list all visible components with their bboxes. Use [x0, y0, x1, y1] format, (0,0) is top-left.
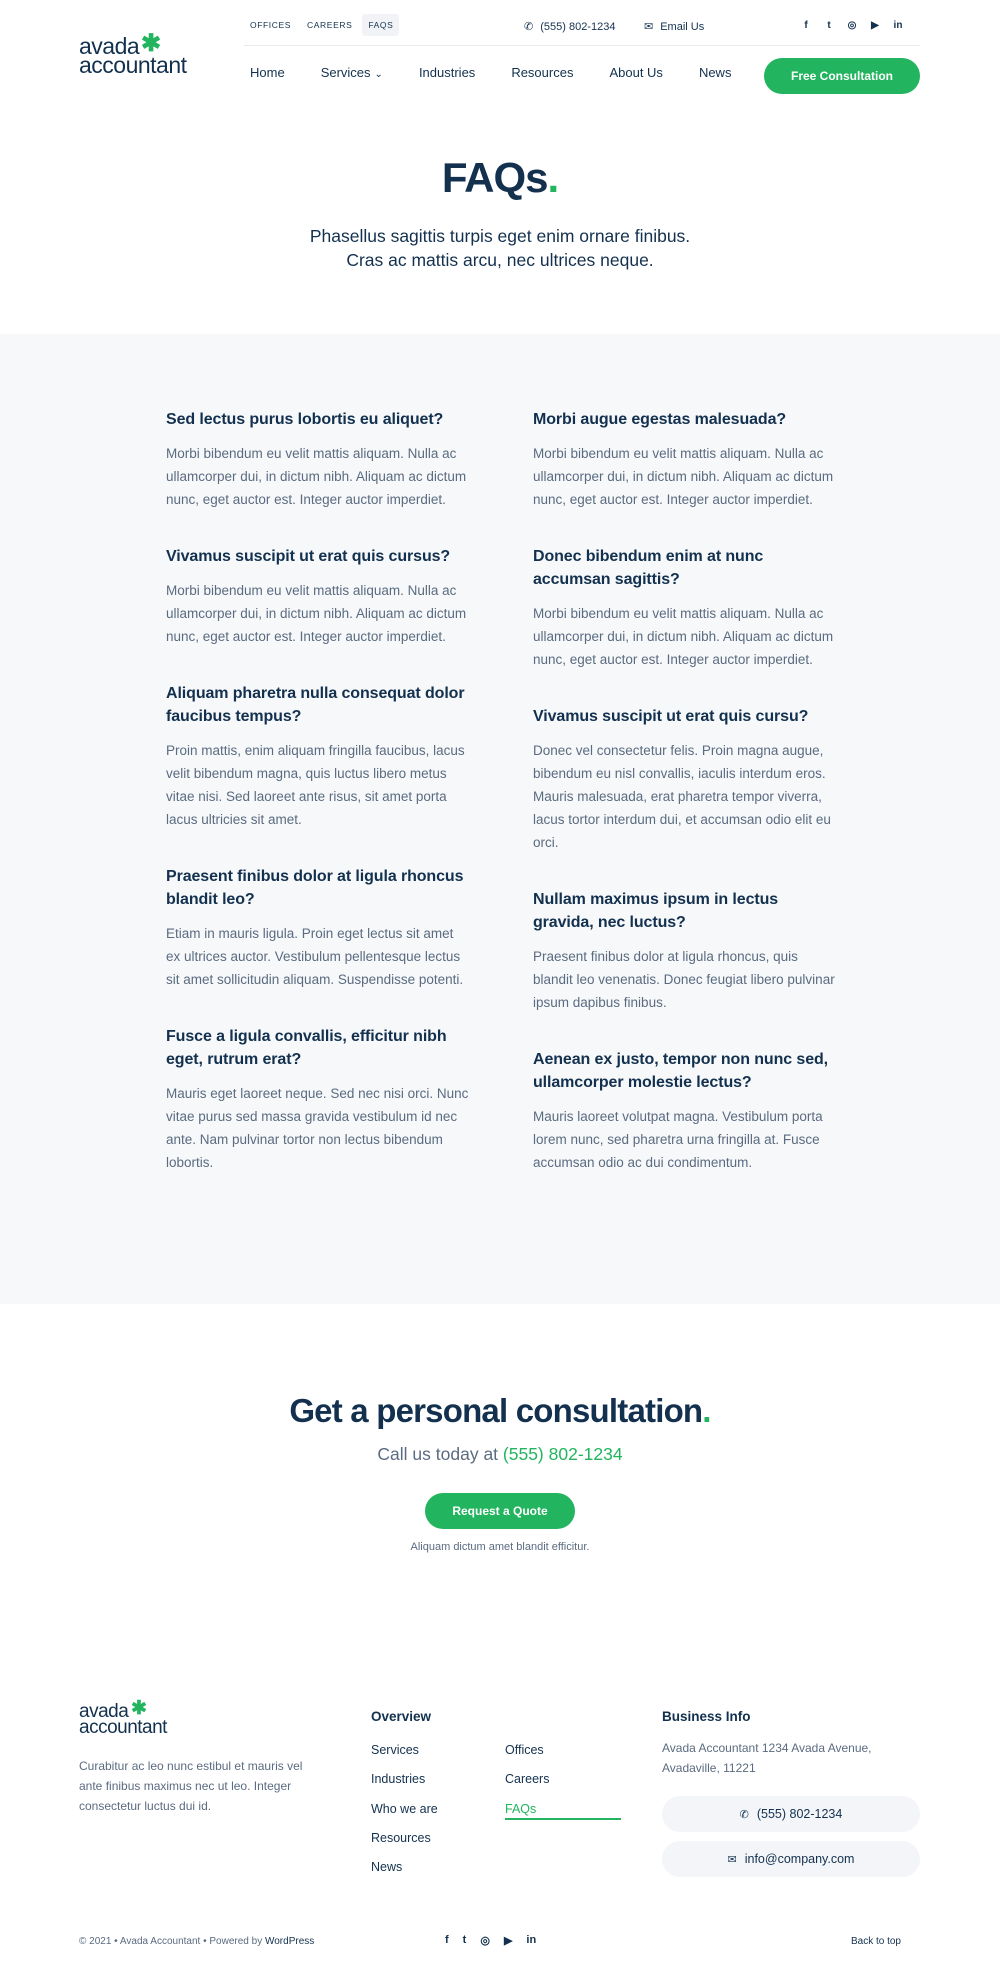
faq-answer: Morbi bibendum eu velit mattis aliquam. Nulla ac ullamcorper dui, in dictum nibh. Aliquam ac dictum nunc, eget auctor est. Integer auctor imperdiet. [166, 446, 467, 507]
youtube-icon[interactable]: ▶ [871, 20, 879, 31]
faq-item [533, 545, 836, 671]
header-phone-text: (555) 802-1234 [540, 20, 616, 33]
phone-icon: ✆ [524, 21, 534, 33]
faq-answer: Mauris eget laoreet neque. Sed nec nisi orci. Nunc vitae purus sed massa gravida vestibulum id nec ante. Nam pulvinar tortor non lectus bibendum lobortis. [166, 1086, 469, 1170]
footer-link-who-we-are[interactable]: Who we are [371, 1801, 438, 1816]
youtube-icon[interactable]: ▶ [503, 1935, 513, 1947]
consultation-section [0, 1304, 1000, 1656]
copyright [79, 1936, 314, 1947]
footer-bottom-bar [0, 1936, 1000, 1956]
top-link-offices[interactable]: OFFICES [250, 20, 292, 30]
consultation-call-line [0, 1444, 1000, 1465]
footer-business-heading: Business Info [662, 1709, 751, 1724]
faq-answer: Morbi bibendum eu velit mattis aliquam. Nulla ac ullamcorper dui, in dictum nibh. Aliquam ac dictum nunc, eget auctor est. Integer auctor imperdiet. [533, 606, 834, 667]
footer-logo[interactable] [79, 1698, 199, 1738]
faq-item [533, 1048, 836, 1174]
nav-resources[interactable]: Resources [511, 65, 574, 80]
nav-services[interactable] [321, 56, 383, 90]
faq-question: Vivamus suscipit ut erat quis cursu? [533, 708, 809, 725]
copyright-text: © 2021 • Avada Accountant • Powered by [79, 1936, 265, 1947]
twitter-icon[interactable]: t [462, 1934, 467, 1946]
faq-answer: Donec vel consectetur felis. Proin magna augue, bibendum eu nisl convallis, iaculis interdum eros. Mauris malesuada, erat pharetra tempor viverra, lacus tortor interdum dui, et accumsan odio elit eu orci. [533, 743, 831, 850]
faq-question: Nullam maximus ipsum in lectus gravida, nec luctus? [533, 891, 779, 931]
footer-description: Curabitur ac leo nunc estibul et mauris vel ante finibus maximus nec ut leo. Integer consectetur luctus dui id. [79, 1759, 303, 1813]
header-phone-link[interactable] [524, 20, 615, 33]
nav-about-us[interactable]: About Us [609, 65, 663, 80]
footer-link-news[interactable]: News [371, 1860, 403, 1875]
faq-question: Sed lectus purus lobortis eu aliquet? [166, 411, 444, 428]
footer-phone-text: (555) 802-1234 [756, 1807, 843, 1821]
facebook-icon[interactable]: f [804, 20, 808, 31]
hero-subtitle [0, 224, 1000, 272]
linkedin-icon[interactable]: in [526, 1934, 537, 1946]
footer-address: Avada Accountant 1234 Avada Avenue, Avadaville, 11221 [662, 1741, 872, 1775]
faq-question: Fusce a ligula convallis, efficitur nibh eget, rutrum erat? [166, 1028, 447, 1068]
faq-question: Vivamus suscipit ut erat quis cursus? [166, 548, 451, 565]
faq-answer: Proin mattis, enim aliquam fringilla faucibus, lacus velit bibendum magna, quis luctus libero metus vitae nisi. Sed laoreet ante risus, sit amet porta lacus ultricies sit amet. [166, 743, 465, 827]
request-quote-button[interactable]: Request a Quote [425, 1493, 575, 1529]
instagram-icon[interactable]: ◎ [480, 1935, 490, 1947]
footer-link-offices[interactable]: Offices [505, 1743, 544, 1757]
title-dot: . [547, 154, 559, 201]
hero-subtitle-line2: Cras ac mattis arcu, nec ultrices neque. [346, 250, 654, 270]
consultation-title [0, 1392, 1000, 1430]
faq-answer: Etiam in mauris ligula. Proin eget lectus sit amet ex ultrices auctor. Vestibulum pellentesque lectus sit amet sollicitudin aliquam. Suspendisse potenti. [166, 926, 464, 987]
footer-overview-heading: Overview [371, 1709, 432, 1724]
footer-links-col1 [371, 1742, 438, 1888]
footer-link-services[interactable]: Services [371, 1743, 419, 1757]
call-prefix: Call us today at [377, 1444, 503, 1464]
phone-icon: ✆ [739, 1809, 749, 1821]
faq-section [0, 334, 1000, 1304]
footer-link-faqs-label: FAQs [505, 1801, 621, 1820]
faq-answer: Morbi bibendum eu velit mattis aliquam. Nulla ac ullamcorper dui, in dictum nibh. Aliquam ac dictum nunc, eget auctor est. Integer auctor imperdiet. [166, 583, 467, 644]
logo-word-accountant: accountant [79, 52, 187, 78]
faq-column-left [166, 408, 469, 1208]
faq-question: Donec bibendum enim at nunc accumsan sagittis? [533, 548, 764, 588]
faq-item [533, 888, 836, 1014]
logo-word-avada: avada [79, 33, 140, 59]
faq-question: Praesent finibus dolor at ligula rhoncus blandit leo? [166, 868, 464, 908]
faq-item [533, 408, 836, 511]
faq-answer: Mauris laoreet volutpat magna. Vestibulum porta lorem nunc, sed pharetra urna fringilla at. Fusce accumsan odio ac dui condimentum. [533, 1109, 823, 1170]
footer-link-industries[interactable]: Industries [371, 1772, 426, 1787]
envelope-icon: ✉ [727, 1854, 737, 1866]
free-consultation-button[interactable]: Free Consultation [764, 58, 920, 94]
facebook-icon[interactable]: f [445, 1934, 449, 1946]
logo-word-avada: avada [79, 1701, 129, 1722]
wordpress-link-text: WordPress [264, 1936, 315, 1947]
footer-phone-button[interactable] [662, 1796, 920, 1832]
linkedin-icon[interactable]: in [893, 20, 903, 31]
faq-answer: Morbi bibendum eu velit mattis aliquam. Nulla ac ullamcorper dui, in dictum nibh. Aliquam ac dictum nunc, eget auctor est. Integer auctor imperdiet. [533, 446, 834, 507]
title-dot: . [702, 1392, 711, 1429]
footer-email-text: info@company.com [744, 1852, 855, 1866]
site-footer [0, 1656, 1000, 1986]
nav-news[interactable]: News [698, 65, 732, 80]
top-link-careers[interactable]: CAREERS [307, 20, 353, 30]
faq-item [166, 865, 469, 991]
consultation-phone-link[interactable]: (555) 802-1234 [502, 1444, 623, 1464]
logo-word-accountant: accountant [79, 1717, 167, 1738]
faq-item [166, 545, 469, 648]
brand-logo[interactable] [79, 30, 199, 78]
footer-link-resources[interactable]: Resources [371, 1830, 431, 1845]
instagram-icon[interactable]: ◎ [847, 20, 857, 31]
nav-industries[interactable]: Industries [418, 65, 476, 80]
footer-link-faqs[interactable] [505, 1801, 621, 1830]
site-header [0, 0, 1000, 104]
consultation-title-text: Get a personal consultation [289, 1392, 703, 1429]
footer-links-col2 [505, 1742, 621, 1830]
chevron-down-icon: ⌄ [374, 69, 383, 80]
back-to-top-link[interactable]: Back to top [850, 1936, 901, 1947]
faq-answer: Praesent finibus dolor at ligula rhoncus, quis blandit leo venenatis. Donec feugiat libero pulvinar ipsum dapibus finibus. [533, 949, 835, 1010]
faq-question: Aenean ex justo, tempor non nunc sed, ullamcorper molestie lectus? [533, 1051, 829, 1091]
envelope-icon: ✉ [644, 21, 654, 33]
hero-section [0, 104, 1000, 334]
footer-socials [445, 1934, 536, 1947]
faq-item [166, 682, 469, 831]
faq-question: Morbi augue egestas malesuada? [533, 411, 787, 428]
logo-star-icon: ✱ [131, 1698, 147, 1719]
faq-item [533, 705, 836, 854]
top-bar [244, 14, 920, 46]
top-links [244, 14, 399, 36]
consultation-note: Aliquam dictum amet blandit efficitur. [410, 1541, 590, 1553]
hero-subtitle-line1: Phasellus sagittis turpis eget enim ornare finibus. [309, 226, 691, 246]
faq-item [166, 408, 469, 511]
faq-question: Aliquam pharetra nulla consequat dolor faucibus tempus? [166, 685, 465, 725]
faq-item [166, 1025, 469, 1174]
twitter-icon[interactable]: t [827, 20, 831, 31]
logo-star-icon: ✱ [141, 30, 162, 57]
top-link-faqs[interactable]: FAQS [362, 14, 399, 36]
nav-services-label: Services [320, 65, 371, 80]
page-title-text: FAQs [441, 154, 548, 201]
footer-link-careers[interactable]: Careers [505, 1772, 550, 1787]
header-email-text: Email Us [660, 20, 705, 33]
nav-home[interactable]: Home [250, 65, 285, 80]
header-socials [800, 20, 904, 31]
page-title [0, 154, 1000, 202]
faq-column-right [533, 408, 836, 1208]
footer-email-button[interactable] [662, 1841, 920, 1877]
wordpress-link[interactable] [265, 1936, 314, 1947]
header-email-link[interactable] [644, 20, 704, 33]
main-nav [250, 56, 767, 90]
